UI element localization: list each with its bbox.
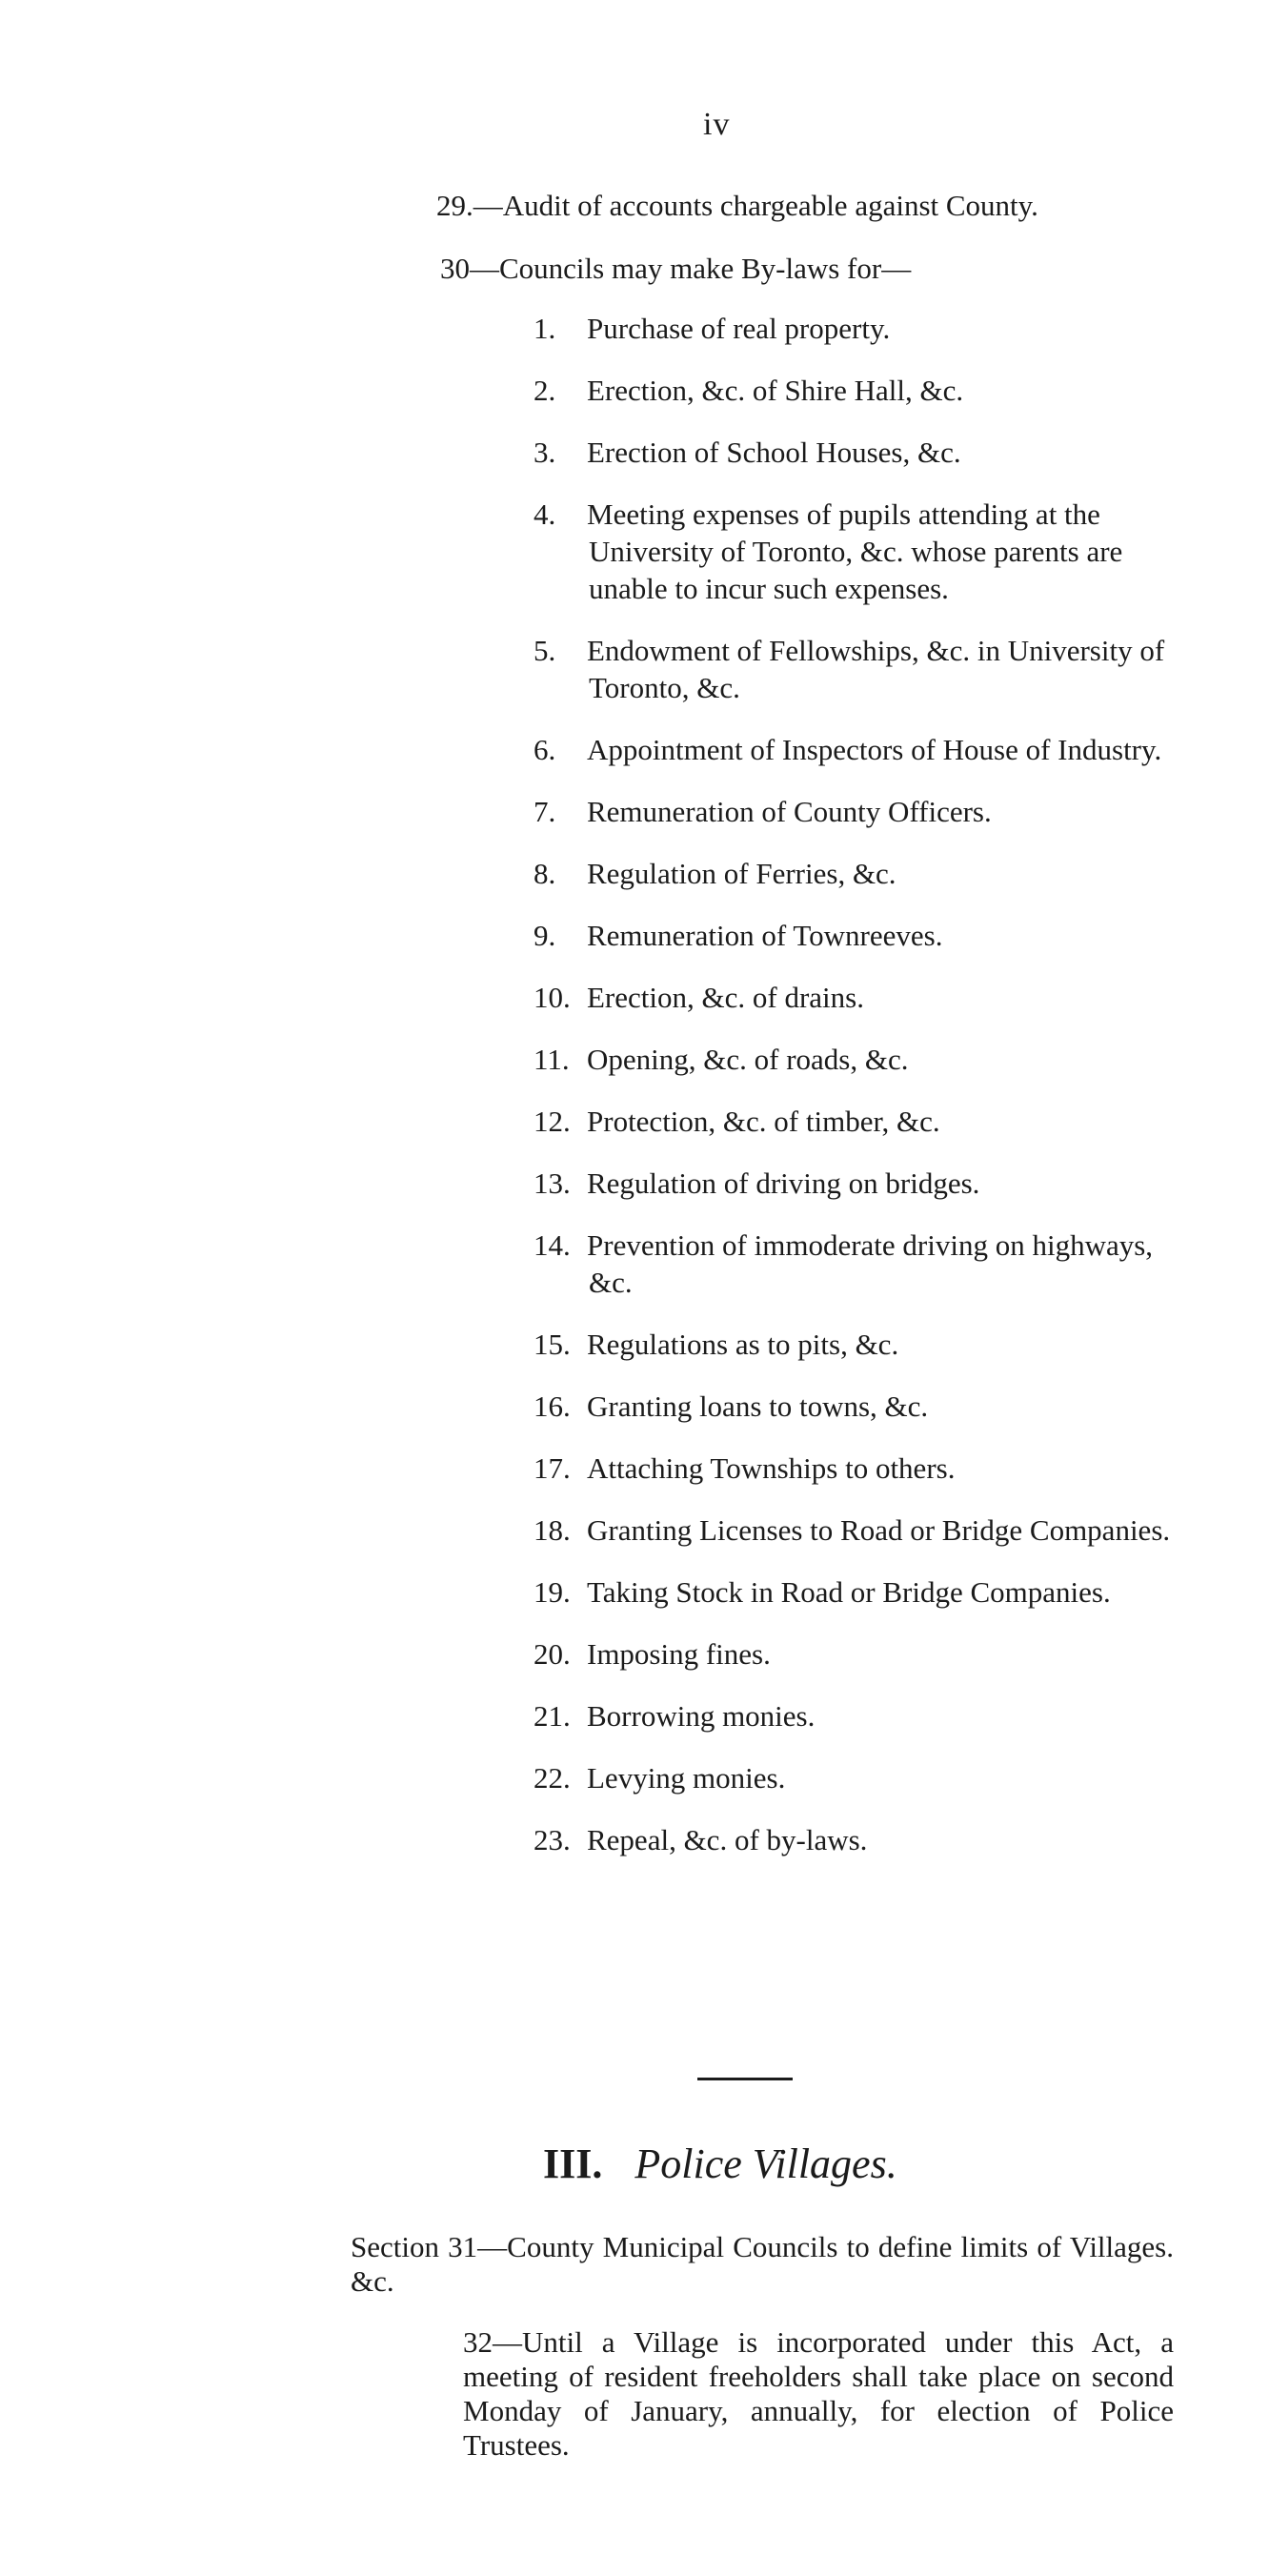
item-number: 19. bbox=[534, 1575, 571, 1609]
item-text: Imposing fines. bbox=[587, 1637, 771, 1671]
item-text: Borrowing monies. bbox=[587, 1699, 816, 1733]
item-text: Granting Licenses to Road or Bridge Companies. bbox=[587, 1513, 1171, 1547]
list-item bbox=[534, 917, 1181, 954]
item-text: Granting loans to towns, &c. bbox=[587, 1389, 929, 1423]
list-item bbox=[534, 1103, 1181, 1140]
item-number: 8. bbox=[534, 857, 556, 890]
section-31-paragraph bbox=[351, 2230, 1174, 2299]
item-number: 21. bbox=[534, 1699, 571, 1733]
list-item bbox=[534, 632, 1181, 706]
item-number: 18. bbox=[534, 1513, 571, 1547]
list-item bbox=[534, 372, 1181, 409]
item-text: Erection, &c. of drains. bbox=[587, 981, 864, 1014]
part-title: Police Villages. bbox=[634, 2140, 897, 2187]
item-number: 4. bbox=[534, 497, 556, 531]
item-text: Appointment of Inspectors of House of Industry. bbox=[587, 733, 1162, 766]
item-text: Prevention of immoderate driving on highways, &c. bbox=[587, 1228, 1154, 1299]
list-item bbox=[534, 1041, 1181, 1078]
list-item bbox=[534, 1821, 1181, 1858]
item-number: 10. bbox=[534, 981, 571, 1014]
list-item bbox=[534, 855, 1181, 892]
page-number: iv bbox=[703, 107, 731, 142]
item-text: Remuneration of Townreeves. bbox=[587, 919, 943, 952]
item-text: Taking Stock in Road or Bridge Companies. bbox=[587, 1575, 1111, 1609]
list-item bbox=[534, 434, 1181, 471]
item-number: 2. bbox=[534, 374, 556, 407]
list-item bbox=[534, 731, 1181, 768]
section-31-text: County Municipal Councils to define limits of Villages. &c. bbox=[351, 2230, 1174, 2298]
item-number: 23. bbox=[534, 1823, 571, 1856]
item-number: 1. bbox=[534, 312, 556, 345]
item-number: 12. bbox=[534, 1105, 571, 1138]
list-item bbox=[534, 310, 1181, 347]
list-item bbox=[534, 1388, 1181, 1425]
section-32-text: Until a Village is incorporated under this Act, a meeting of resident freeholders shall take place on second Monday of January, annually, for election of Police Trustees. bbox=[463, 2325, 1174, 2462]
list-item bbox=[534, 793, 1181, 830]
item-number: 14. bbox=[534, 1228, 571, 1262]
item-text: Levying monies. bbox=[587, 1761, 786, 1795]
item-number: 17. bbox=[534, 1451, 571, 1485]
list-item bbox=[534, 1165, 1181, 1202]
list-item bbox=[534, 1635, 1181, 1673]
part-heading bbox=[543, 2140, 897, 2188]
list-item bbox=[534, 979, 1181, 1016]
item-number: 13. bbox=[534, 1166, 571, 1200]
item-number: 22. bbox=[534, 1761, 571, 1795]
section-30-heading: 30—Councils may make By-laws for— bbox=[440, 252, 912, 285]
item-text: Meeting expenses of pupils attending at the University of Toronto, &c. whose parents are unable to incur such expenses. bbox=[587, 497, 1123, 605]
item-text: Erection, &c. of Shire Hall, &c. bbox=[587, 374, 964, 407]
item-text: Purchase of real property. bbox=[587, 312, 891, 345]
list-item bbox=[534, 1511, 1181, 1549]
section-divider bbox=[697, 2078, 793, 2080]
item-text: Remuneration of County Officers. bbox=[587, 795, 992, 828]
list-item bbox=[534, 496, 1181, 607]
list-item bbox=[534, 1326, 1181, 1363]
list-item bbox=[534, 1573, 1181, 1611]
item-text: Endowment of Fellowships, &c. in University of Toronto, &c. bbox=[587, 634, 1165, 704]
item-text: Regulations as to pits, &c. bbox=[587, 1328, 899, 1361]
item-number: 6. bbox=[534, 733, 556, 766]
item-number: 16. bbox=[534, 1389, 571, 1423]
list-item bbox=[534, 1450, 1181, 1487]
item-text: Regulation of Ferries, &c. bbox=[587, 857, 896, 890]
bylaw-items-list bbox=[534, 310, 1181, 1883]
item-text: Erection of School Houses, &c. bbox=[587, 436, 961, 469]
item-text: Repeal, &c. of by-laws. bbox=[587, 1823, 868, 1856]
item-number: 3. bbox=[534, 436, 556, 469]
part-numeral: III. bbox=[543, 2140, 603, 2187]
list-item bbox=[534, 1759, 1181, 1796]
section-32-paragraph bbox=[463, 2325, 1174, 2463]
item-text: Protection, &c. of timber, &c. bbox=[587, 1105, 940, 1138]
list-item bbox=[534, 1227, 1181, 1301]
item-number: 9. bbox=[534, 919, 556, 952]
item-text: Attaching Townships to others. bbox=[587, 1451, 956, 1485]
item-number: 11. bbox=[534, 1043, 570, 1076]
item-number: 15. bbox=[534, 1328, 571, 1361]
item-text: Regulation of driving on bridges. bbox=[587, 1166, 980, 1200]
item-number: 5. bbox=[534, 634, 556, 667]
section-32-label: 32— bbox=[463, 2325, 522, 2359]
list-item bbox=[534, 1697, 1181, 1734]
section-31-label: Section 31— bbox=[351, 2230, 508, 2263]
item-number: 20. bbox=[534, 1637, 571, 1671]
section-29-line: 29.—Audit of accounts chargeable against County. bbox=[436, 189, 1038, 222]
item-number: 7. bbox=[534, 795, 556, 828]
item-text: Opening, &c. of roads, &c. bbox=[587, 1043, 909, 1076]
